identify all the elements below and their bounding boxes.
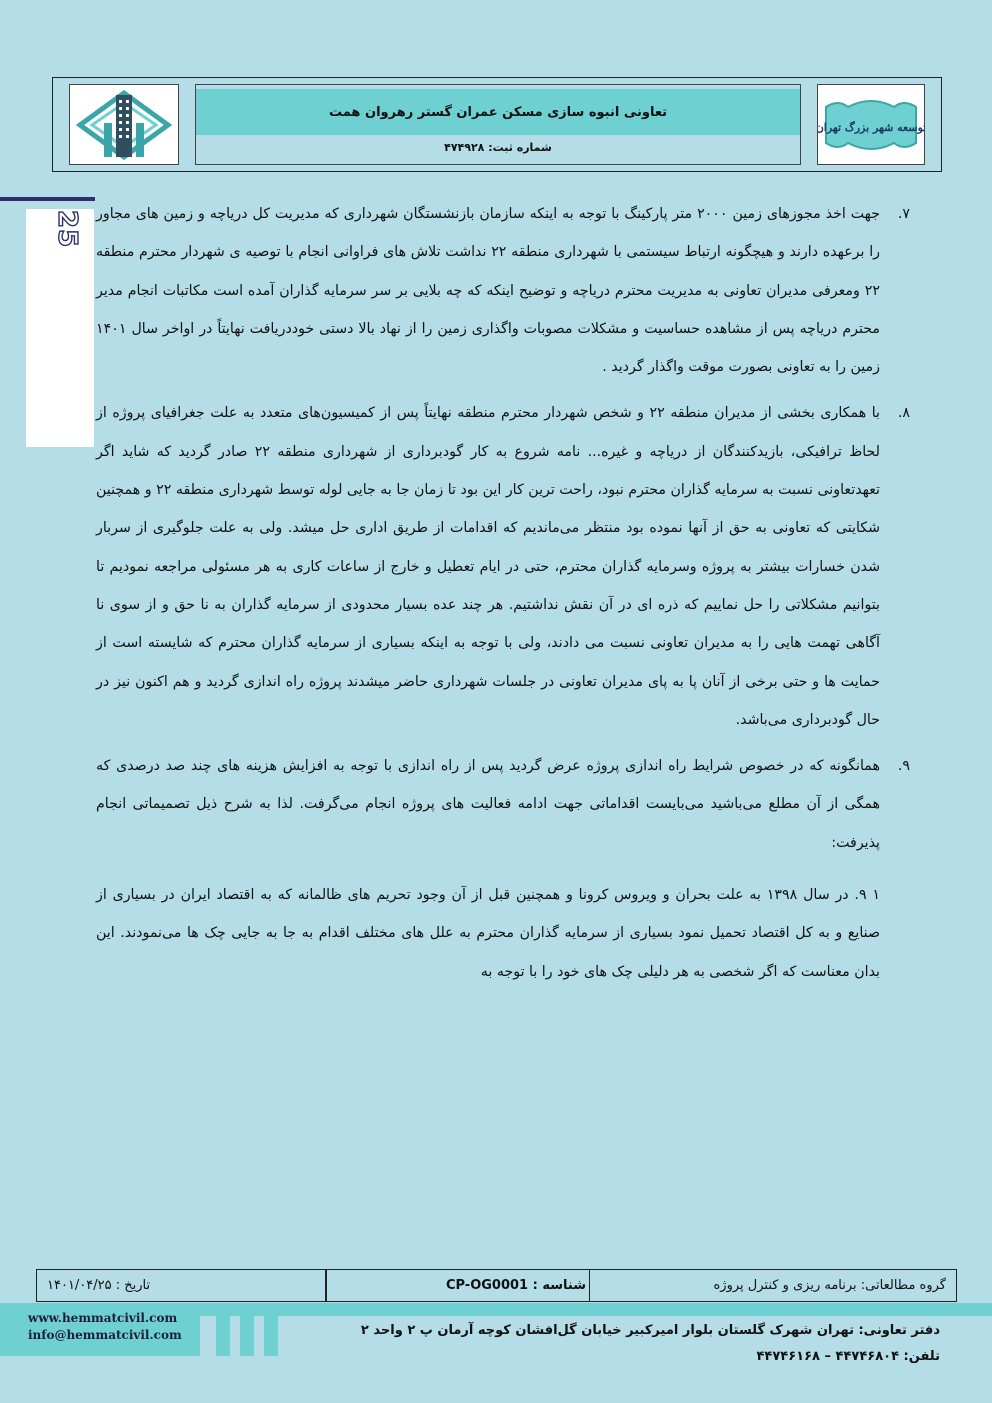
item-number: ۸. <box>897 405 910 422</box>
email-link[interactable]: info@hemmatcivil.com <box>28 1328 182 1342</box>
study-group: گروه مطالعاتی: برنامه ریزی و کنترل پروژه <box>713 1278 946 1293</box>
list-item <box>96 394 910 739</box>
header-title-cell <box>195 84 801 165</box>
divider <box>589 1270 591 1301</box>
item-number: ۷. <box>897 206 910 222</box>
decorative-stripe <box>240 1303 254 1356</box>
list-item <box>96 195 910 386</box>
decorative-stripe <box>216 1303 230 1356</box>
sub-list-item <box>96 876 880 991</box>
item-text: با همکاری بخشی از مدیران منطقه ۲۲ و شخص شهردار محترم منطقه نهایتاً پس از کمیسیون‌های متعدد به علت جغرافیای پروژه از لحاظ ترافیکی، بازیدکنندگان از دریاچه و غیره... نامه شروع به کار گودبرداری از شهرداری منطقه ۲۲ صادر گردید که شاید اگر تعهدتعاونی نسبت به سرمایه گذاران محترم نبود، راحت ترین کار این بود تا زمان جا به جایی لوله توسط شهرداری منطقه ۲۲ و همچنین شکایتی که تعاونی به حق از آنها نموده بود منتظر می‌ماندیم که اقدامات از طریق اداری حل میشد. ولی به علت جلوگیری از سربار شدن خسارات بیشتر به پروژه وسرمایه گذاران محترم، حتی در ایام تعطیل و خارج از ساعات کاری به هر مسئولی مراجعه نمودیم تا بتوانیم مشکلاتی را حل نماییم که ذره ای در آن نقش نداشتیم. هر چند عده بسیار محدودی از سرمایه گذاران به نا حق و از سوی نا آگاهی تهمت هایی را به مدیران تعاونی نسبت می دادند، ولی با توجه به اینکه بسیاری از سرمایه گذاران محترم که شایسته است از حمایت ها و حتی برخی از آنان پا به پای مدیران تعاونی در جلسات شهرداری حاضر میشدند پروژه راه اندازی گردید و هم اکنون نیز در حال گودبرداری می‌باشد. <box>96 405 881 728</box>
document-header <box>52 77 942 172</box>
banner-logo-icon <box>818 85 924 165</box>
sub-item-text: ۱ ۹. در سال ۱۳۹۸ به علت بحران و ویروس کرونا و همچنین قبل از آن وجود تحریم های ظالمانه که به اقتصاد ایران در بسیاری از صنایع و به کل اقتصاد تحمیل نمود بسیاری از سرمایه گذاران محترم به علل های مختلف اقدام به جا به جایی چک ها می‌نمودند. این بدان معناست که اگر شخصی به هر دلیلی چک های خود را با توجه به <box>96 887 881 980</box>
list-item <box>96 747 910 862</box>
decorative-stripe <box>264 1303 278 1356</box>
city-logo <box>817 84 925 165</box>
document-date: تاریخ : ۱۴۰۱/۰۴/۲۵ <box>47 1278 151 1293</box>
divider <box>325 1270 327 1301</box>
item-text: جهت اخذ مجوزهای زمین ۲۰۰۰ متر پارکینگ با توجه به اینکه سازمان بازنشستگان شهرداری که مدیریت کل دریاچه و زمین های مجاور را برعهده دارند و هیچگونه ارتباط سیستمی با شهرداری منطقه ۲۲ نداشت تلاش های فراوانی انجام با توصیه ی شهردار محترم منطقه ۲۲ ومعرفی مدیران تعاونی به مدیریت محترم دریاچه و توضیح اینکه که چه بلایی بر سر سرمایه گذاران آمده است مکاتبات انجام مدیر محترم دریاچه پس از مشاهده حساسیت و مشکلات مصوبات واگذاری زمین را از نهاد بالا دستی خوددریافت نهایتاً در اواخر سال ۱۴۰۱ زمین را به تعاونی بصورت موقت واگذار گردید . <box>96 206 880 376</box>
website-link[interactable]: www.hemmatcivil.com <box>28 1311 178 1325</box>
office-address: دفتر تعاونی: تهران شهرک گلستان بلوار امیرکبیر خیابان گل‌افشان کوچه آرمان پ ۲ واحد ۲ <box>360 1323 940 1338</box>
building-logo-icon <box>70 85 178 165</box>
item-text: همانگونه که در خصوص شرایط راه اندازی پروژه عرض گردید پس از راه اندازی با توجه به افزایش هزینه های چند صد درصدی که همگی از آن مطلع می‌باشید می‌بایست اقداماتی جهت ادامه فعالیت های پروژه انجام می‌گرفت. لذا به شرح ذیل تصمیماتی انجام پذیرفت: <box>96 758 880 851</box>
document-id: شناسه : CP-OG0001 <box>445 1278 586 1293</box>
decorative-bar <box>0 197 95 201</box>
address-block <box>280 1318 940 1370</box>
page-number: 25 <box>52 210 82 249</box>
phone-numbers: تلفن: ۴۴۷۴۶۸۰۴ – ۴۴۷۴۶۱۶۸ <box>756 1349 940 1364</box>
item-number: ۹. <box>897 758 910 775</box>
registration-number: شماره ثبت: ۴۷۴۹۲۸ <box>444 141 552 154</box>
company-logo <box>69 84 179 165</box>
svg-text:توسعه شهر بزرگ تهران: توسعه شهر بزرگ تهران <box>818 121 924 134</box>
footer-info-bar <box>36 1269 957 1302</box>
contact-box <box>0 1303 200 1356</box>
document-body <box>96 195 910 991</box>
cooperative-title: تعاونی انبوه سازی مسکن عمران گستر رهروان همت <box>196 89 800 135</box>
